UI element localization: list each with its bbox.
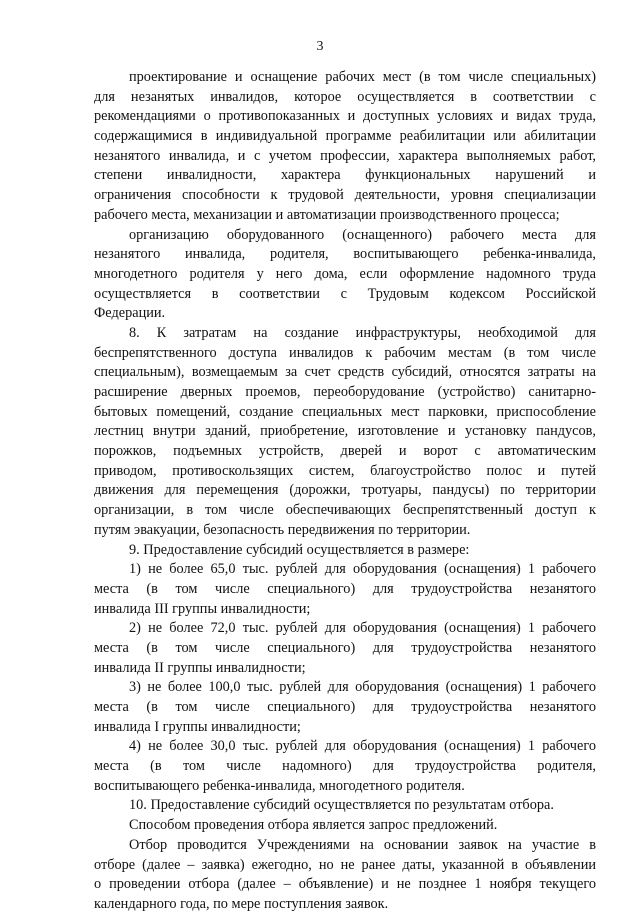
text-line: степени инвалидности, характера функциональных нарушений и xyxy=(94,167,596,184)
page-number: 3 xyxy=(316,39,324,54)
text-line: о проведении отбора (далее – объявление) и не позднее 1 ноября текущего xyxy=(94,876,596,893)
text-line: инвалида I группы инвалидности; xyxy=(94,718,301,735)
document-body xyxy=(94,68,596,915)
text-line: 1) не более 65,0 тыс. рублей для оборудования (оснащения) 1 рабочего xyxy=(129,561,596,578)
text-line: инвалида II группы инвалидности; xyxy=(94,659,306,676)
text-line: воспитывающего ребенка-инвалида, многодетного родителя. xyxy=(94,777,465,794)
text-line: лестниц внутри зданий, приобретение, изготовление и установку пандусов, xyxy=(94,423,596,440)
text-line: места (в том числе специального) для трудоустройства незанятого xyxy=(94,639,596,656)
text-line: Федерации. xyxy=(94,305,166,322)
text-line: незанятого инвалида, и с учетом профессии, характера выполняемых работ, xyxy=(94,147,596,164)
text-line: содержащимися в индивидуальной программе реабилитации или абилитации xyxy=(94,128,596,145)
text-line: организации, в том числе обеспечивающих беспрепятственный доступ к xyxy=(94,502,596,519)
text-line: рекомендациями о противопоказанных и доступных условиях и видах труда, xyxy=(94,108,596,125)
text-line: 3) не более 100,0 тыс. рублей для оборудования (оснащения) 1 рабочего xyxy=(129,679,596,696)
text-line: 9. Предоставление субсидий осуществляется в размере: xyxy=(129,541,470,558)
text-line: порожков, подъемных устройств, дверей и ворот с автоматическим xyxy=(94,443,596,460)
text-line: движения для перемещения (дорожки, тротуары, пандусы) по территории xyxy=(94,482,596,499)
text-line: Способом проведения отбора является запрос предложений. xyxy=(129,817,498,834)
text-line: приводом, противоскользящих систем, благоустройство полос и путей xyxy=(94,462,596,479)
text-line: 8. К затратам на создание инфраструктуры, необходимой для xyxy=(129,324,596,341)
text-line: инвалида III группы инвалидности; xyxy=(94,600,311,617)
text-line: незанятого инвалида, родителя, воспитывающего ребенка-инвалида, xyxy=(94,246,596,263)
text-line: путям эвакуации, безопасность передвижения по территории. xyxy=(94,521,471,538)
text-line: осуществляется в соответствии с Трудовым кодексом Российской xyxy=(94,285,596,302)
text-line: для незанятых инвалидов, которое осуществляется в соответствии с xyxy=(94,88,596,105)
text-line: многодетного родителя у него дома, если оформление надомного труда xyxy=(94,265,596,282)
text-line: отборе (далее – заявка) ежегодно, но не ранее даты, указанной в объявлении xyxy=(94,856,596,873)
text-line: 4) не более 30,0 тыс. рублей для оборудования (оснащения) 1 рабочего xyxy=(129,738,596,755)
text-line: места (в том числе надомного) для трудоустройства родителя, xyxy=(94,758,596,775)
text-line: Отбор проводится Учреждениями на основании заявок на участие в xyxy=(129,836,596,853)
text-line: бытовых помещений, создание специальных мест парковки, приспособление xyxy=(94,403,596,420)
text-line: расширение дверных проемов, переоборудование (устройство) санитарно- xyxy=(94,384,596,400)
text-line: ограничения способности к трудовой деятельности, уровня специализации xyxy=(94,187,596,204)
text-line: 10. Предоставление субсидий осуществляется по результатам отбора. xyxy=(129,797,554,814)
text-line: рабочего места, механизации и автоматизации производственного процесса; xyxy=(94,206,560,223)
text-line: места (в том числе специального) для трудоустройства незанятого xyxy=(94,699,596,715)
text-line: организацию оборудованного (оснащенного) рабочего места для xyxy=(129,226,596,243)
text-line: 2) не более 72,0 тыс. рублей для оборудования (оснащения) 1 рабочего xyxy=(129,620,596,637)
text-line: календарного года, по мере поступления заявок. xyxy=(94,895,389,912)
text-line: специальным), возмещаемым за счет средств субсидий, относятся затраты на xyxy=(94,364,596,381)
text-line: проектирование и оснащение рабочих мест (в том числе специальных) xyxy=(129,69,596,85)
text-line: места (в том числе специального) для трудоустройства незанятого xyxy=(94,580,596,597)
text-line: беспрепятственного доступа инвалидов к рабочим местам (в том числе xyxy=(94,344,596,361)
